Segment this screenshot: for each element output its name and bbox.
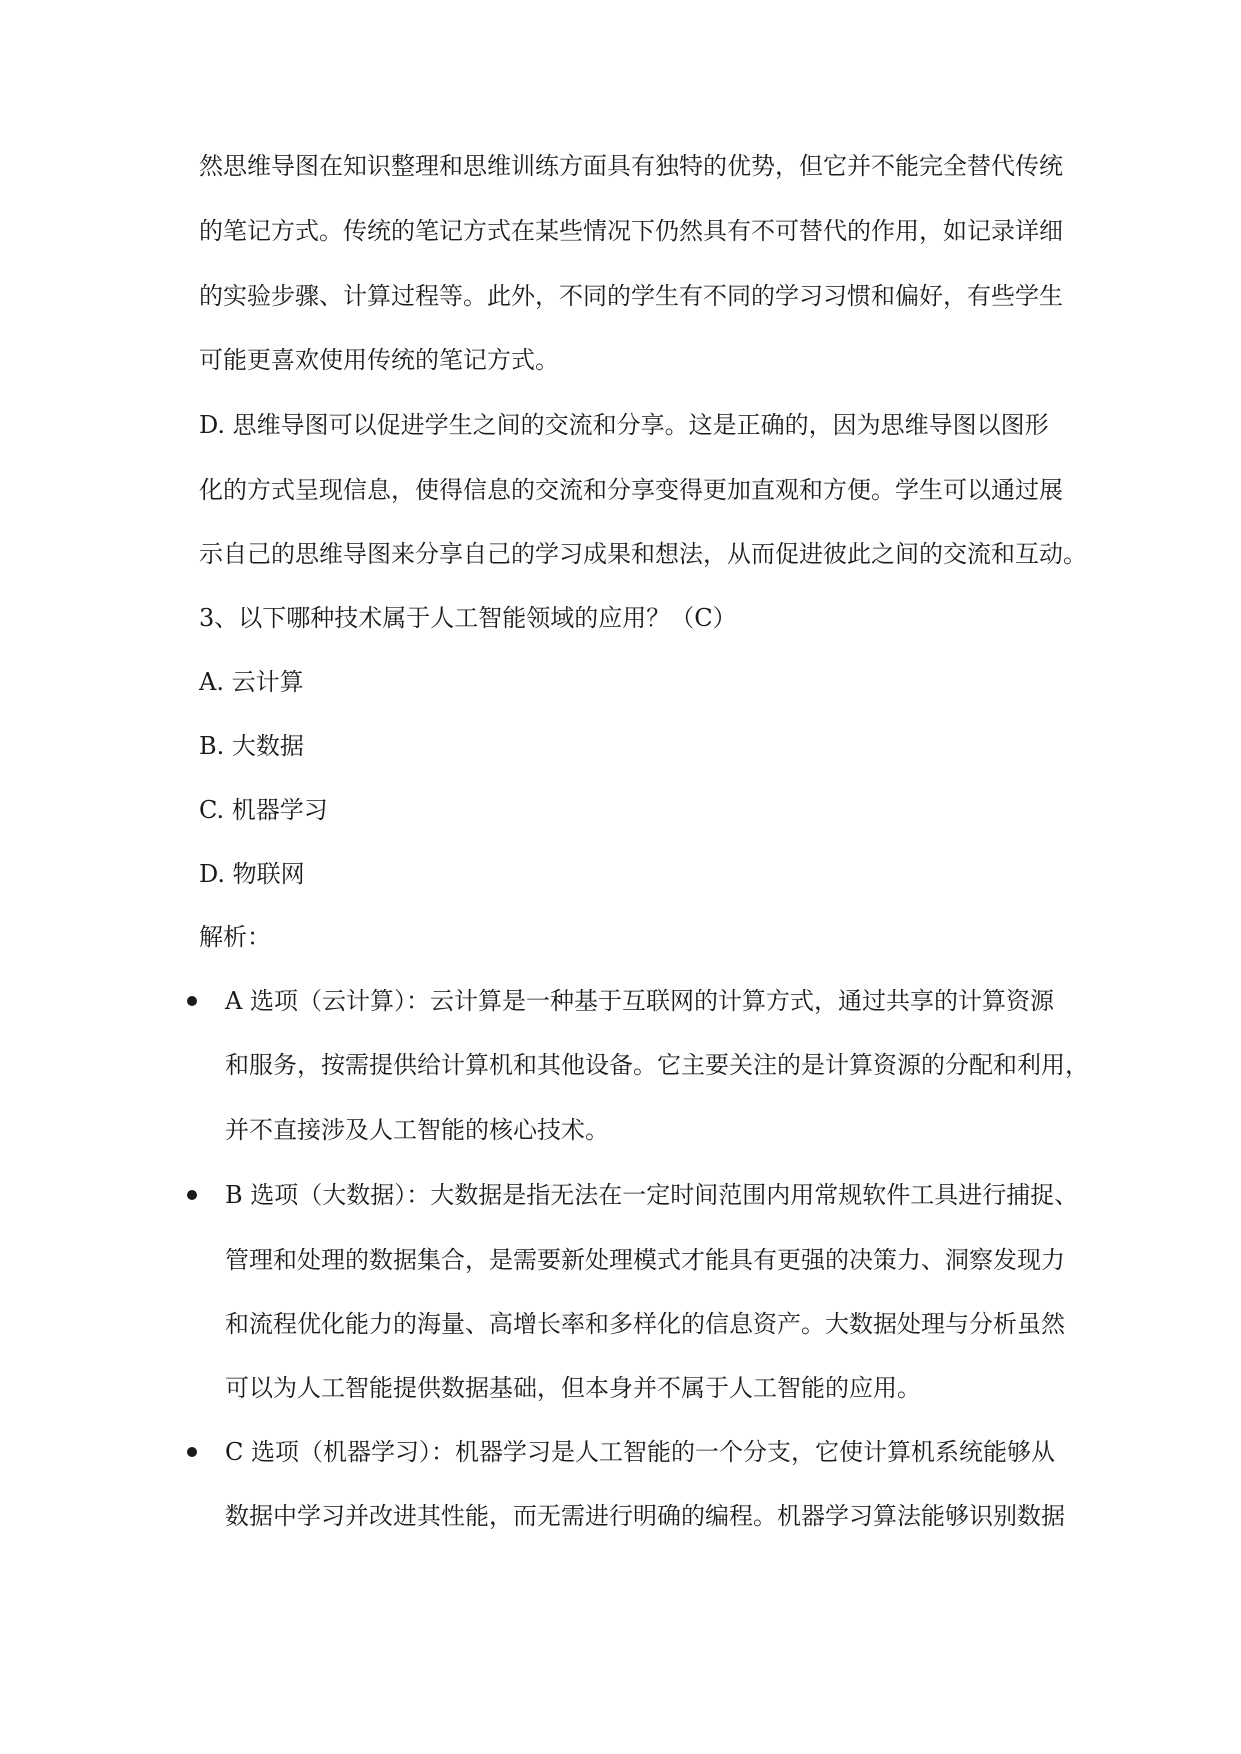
text-line: 然思维导图在知识整理和思维训练方面具有独特的优势，但它并不能完全替代传统 bbox=[199, 152, 1063, 180]
analysis-label: 解析： bbox=[199, 923, 271, 951]
text-line: D. 思维导图可以促进学生之间的交流和分享。这是正确的，因为思维导图以图形 bbox=[199, 411, 1049, 439]
text-line: 示自己的思维导图来分享自己的学习成果和想法，从而促进彼此之间的交流和互动。 bbox=[199, 540, 1087, 568]
analysis-c-line: 数据中学习并改进其性能，而无需进行明确的编程。机器学习算法能够识别数据 bbox=[225, 1502, 1065, 1530]
bullet-point bbox=[187, 1447, 197, 1457]
text-line: 的实验步骤、计算过程等。此外，不同的学生有不同的学习习惯和偏好，有些学生 bbox=[199, 282, 1063, 310]
option-d: D. 物联网 bbox=[199, 860, 305, 888]
text-line: 化的方式呈现信息，使得信息的交流和分享变得更加直观和方便。学生可以通过展 bbox=[199, 476, 1063, 504]
bullet-point bbox=[187, 1190, 197, 1200]
analysis-a-line: 和服务，按需提供给计算机和其他设备。它主要关注的是计算资源的分配和利用， bbox=[225, 1051, 1089, 1079]
option-c: C. 机器学习 bbox=[199, 796, 328, 824]
text-line: 的笔记方式。传统的笔记方式在某些情况下仍然具有不可替代的作用，如记录详细 bbox=[199, 217, 1063, 245]
analysis-a-line: 并不直接涉及人工智能的核心技术。 bbox=[225, 1116, 609, 1144]
analysis-b-line: 可以为人工智能提供数据基础，但本身并不属于人工智能的应用。 bbox=[225, 1374, 921, 1402]
analysis-c-line: C 选项（机器学习）：机器学习是人工智能的一个分支，它使计算机系统能够从 bbox=[225, 1438, 1055, 1466]
option-a: A. 云计算 bbox=[199, 668, 304, 696]
option-b: B. 大数据 bbox=[199, 732, 304, 760]
analysis-a-line: A 选项（云计算）：云计算是一种基于互联网的计算方式，通过共享的计算资源 bbox=[225, 987, 1054, 1015]
analysis-b-line: B 选项（大数据）：大数据是指无法在一定时间范围内用常规软件工具进行捕捉、 bbox=[225, 1181, 1079, 1209]
bullet-point bbox=[187, 996, 197, 1006]
text-line: 可能更喜欢使用传统的笔记方式。 bbox=[199, 346, 559, 374]
analysis-b-line: 管理和处理的数据集合，是需要新处理模式才能具有更强的决策力、洞察发现力 bbox=[225, 1246, 1065, 1274]
question-stem: 3、以下哪种技术属于人工智能领域的应用？（C） bbox=[199, 604, 737, 632]
analysis-b-line: 和流程优化能力的海量、高增长率和多样化的信息资产。大数据处理与分析虽然 bbox=[225, 1310, 1065, 1338]
